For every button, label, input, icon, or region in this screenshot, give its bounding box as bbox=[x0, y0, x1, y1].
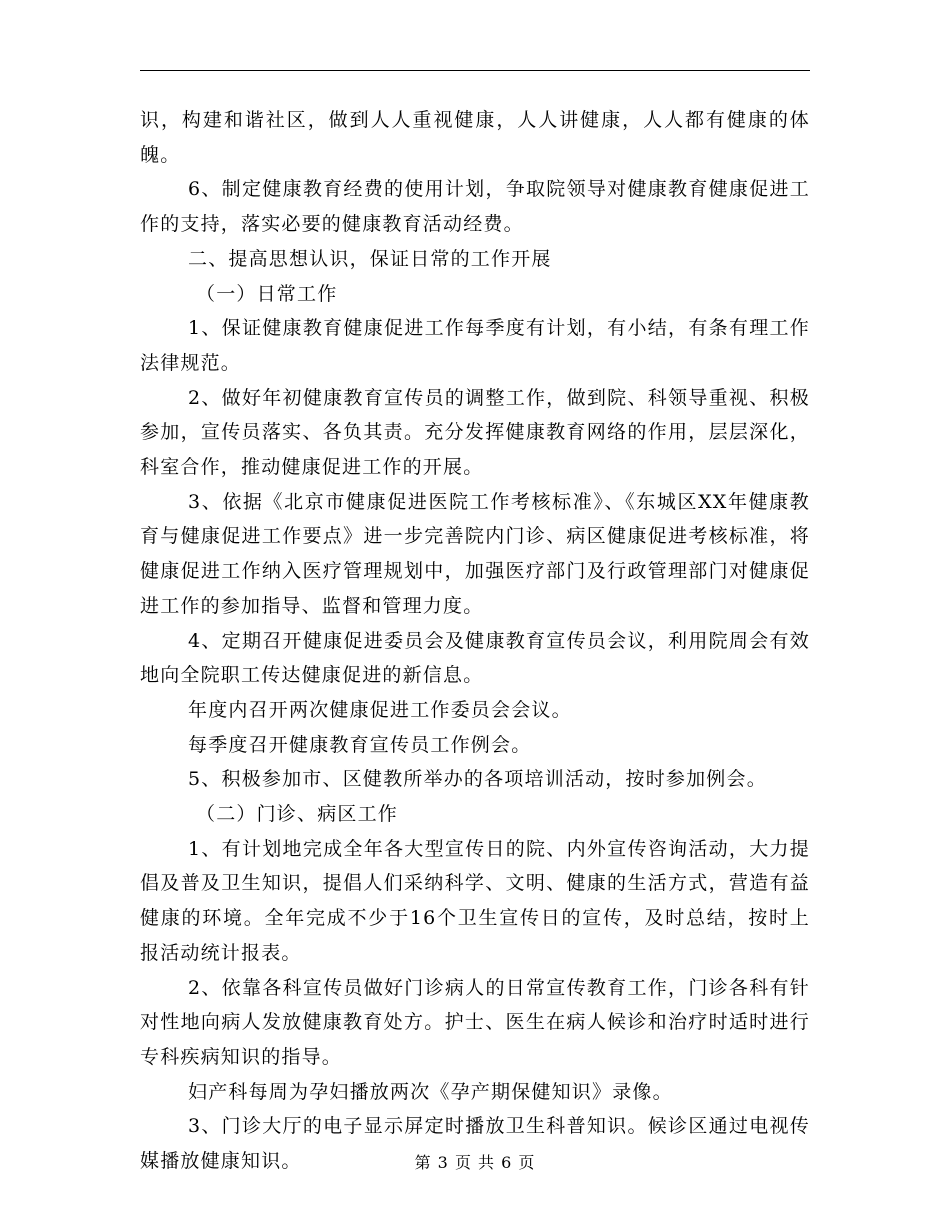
paragraph: 4、定期召开健康促进委员会及健康教育宣传员会议，利用院周会有效地向全院职工传达健康促进的新信息。 bbox=[140, 629, 810, 687]
subsection-heading: （一）日常工作 bbox=[196, 282, 338, 305]
paragraph: 3、依据《北京市健康促进医院工作考核标准》、《东城区XX年健康教育与健康促进工作要点》进一步完善院内门诊、病区健康促进考核标准，将健康促进工作纳入医疗管理规划中，加强医疗部门及行政管理部门对健康促进工作的参加指导、监督和管理力度。 bbox=[140, 490, 810, 617]
paragraph: 3、门诊大厅的电子显示屏定时播放卫生科普知识。候诊区通过电视传媒播放健康知识。 bbox=[140, 1115, 810, 1173]
paragraph: 年度内召开两次健康促进工作委员会会议。 bbox=[188, 698, 572, 721]
paragraph: 2、做好年初健康教育宣传员的调整工作，做到院、科领导重视、积极参加，宣传员落实、各负其责。充分发挥健康教育网络的作用，层层深化，科室合作，推动健康促进工作的开展。 bbox=[140, 386, 810, 479]
paragraph: 每季度召开健康教育宣传员工作例会。 bbox=[188, 733, 532, 756]
paragraph: 妇产科每周为孕妇播放两次《孕产期保健知识》录像。 bbox=[188, 1080, 673, 1103]
paragraph: 2、依靠各科宣传员做好门诊病人的日常宣传教育工作，门诊各科有针对性地向病人发放健康教育处方。护士、医生在病人候诊和治疗时适时进行专科疾病知识的指导。 bbox=[140, 976, 810, 1068]
paragraph: 识，构建和谐社区，做到人人重视健康，人人讲健康，人人都有健康的体魄。 bbox=[140, 109, 810, 166]
document-body bbox=[140, 103, 810, 1179]
paragraph: 6、制定健康教育经费的使用计划，争取院领导对健康教育健康促进工作的支持，落实必要的健康教育活动经费。 bbox=[140, 178, 810, 236]
paragraph: 1、有计划地完成全年各大型宣传日的院、内外宣传咨询活动，大力提倡及普及卫生知识，提倡人们采纳科学、文明、健康的生活方式，营造有益健康的环境。全年完成不少于16个卫生宣传日的宣传，及时总结，按时上报活动统计报表。 bbox=[140, 837, 810, 964]
paragraph: 1、保证健康教育健康促进工作每季度有计划，有小结，有条有理工作法律规范。 bbox=[140, 317, 810, 374]
header-rule bbox=[140, 70, 810, 71]
page-footer: 第 3 页 共 6 页 bbox=[414, 1153, 536, 1172]
paragraph: 5、积极参加市、区健教所举办的各项培训活动，按时参加例会。 bbox=[188, 768, 767, 791]
subsection-heading: （二）门诊、病区工作 bbox=[196, 803, 399, 826]
section-heading: 二、提高思想认识，保证日常的工作开展 bbox=[188, 247, 552, 270]
